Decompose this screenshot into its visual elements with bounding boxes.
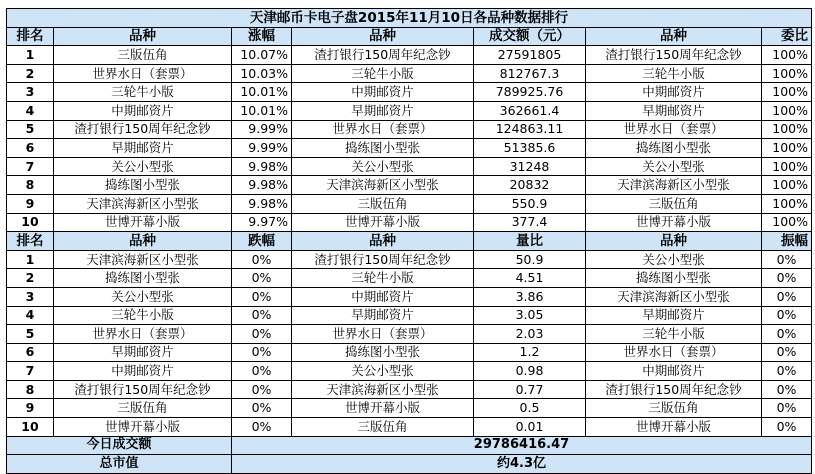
variety-cell: 渣打银行150周年纪念钞 [586, 46, 762, 65]
fall-cell: 0% [232, 287, 292, 306]
variety-cell: 渣打银行150周年纪念钞 [54, 120, 232, 139]
variety-cell: 关公小型张 [292, 362, 474, 381]
fall-cell: 0% [232, 418, 292, 437]
rank-cell: 2 [7, 64, 54, 83]
variety-cell: 早期邮资片 [54, 139, 232, 158]
volume-ratio-cell: 50.9 [474, 250, 586, 269]
fall-cell: 0% [232, 325, 292, 344]
rise-cell: 10.03% [232, 64, 292, 83]
volume-ratio-cell: 3.05 [474, 306, 586, 325]
variety-cell: 天津滨海新区小型张 [54, 250, 232, 269]
market-value-value: 约4.3亿 [232, 455, 812, 474]
variety-cell: 关公小型张 [586, 157, 762, 176]
variety-cell: 世界水日（套票） [586, 120, 762, 139]
variety-cell: 世界水日（套票） [292, 325, 474, 344]
header-variety: 品种 [586, 27, 762, 46]
volume-cell: 51385.6 [474, 139, 586, 158]
variety-cell: 世博开幕小版 [54, 418, 232, 437]
amplitude-cell: 0% [762, 269, 812, 288]
fall-cell: 0% [232, 399, 292, 418]
variety-cell: 中期邮资片 [292, 287, 474, 306]
variety-cell: 三版伍角 [292, 194, 474, 213]
header-variety: 品种 [292, 27, 474, 46]
rank-cell: 7 [7, 157, 54, 176]
header-fall: 跌幅 [232, 232, 292, 251]
rank-cell: 4 [7, 306, 54, 325]
table-row [7, 418, 812, 437]
variety-cell: 捣练图小型张 [292, 139, 474, 158]
rank-cell: 3 [7, 287, 54, 306]
variety-cell: 三轮牛小版 [586, 325, 762, 344]
variety-cell: 世界水日（套票） [54, 325, 232, 344]
rank-cell: 9 [7, 194, 54, 213]
volume-cell: 789925.76 [474, 83, 586, 102]
volume-ratio-cell: 0.01 [474, 418, 586, 437]
volume-cell: 20832 [474, 176, 586, 195]
table-row [7, 287, 812, 306]
variety-cell: 世博开幕小版 [586, 418, 762, 437]
amplitude-cell: 0% [762, 380, 812, 399]
ranking-table-body [7, 9, 812, 474]
ratio-cell: 100% [762, 157, 812, 176]
rise-cell: 9.99% [232, 139, 292, 158]
variety-cell: 捣练图小型张 [586, 139, 762, 158]
variety-cell: 三版伍角 [586, 399, 762, 418]
header-variety: 品种 [292, 232, 474, 251]
variety-cell: 三轮牛小版 [54, 83, 232, 102]
amplitude-cell: 0% [762, 362, 812, 381]
variety-cell: 三轮牛小版 [586, 64, 762, 83]
amplitude-cell: 0% [762, 343, 812, 362]
ratio-cell: 100% [762, 213, 812, 232]
table-row [7, 213, 812, 232]
variety-cell: 三版伍角 [292, 418, 474, 437]
variety-cell: 三版伍角 [54, 46, 232, 65]
variety-cell: 早期邮资片 [292, 306, 474, 325]
rank-cell: 7 [7, 362, 54, 381]
ratio-cell: 100% [762, 46, 812, 65]
amplitude-cell: 0% [762, 250, 812, 269]
header-amplitude: 振幅 [762, 232, 812, 251]
variety-cell: 早期邮资片 [586, 101, 762, 120]
variety-cell: 中期邮资片 [586, 362, 762, 381]
bottom-header-row [7, 232, 812, 251]
header-volume: 成交额（元） [474, 27, 586, 46]
rank-cell: 2 [7, 269, 54, 288]
variety-cell: 早期邮资片 [586, 306, 762, 325]
table-row [7, 139, 812, 158]
amplitude-cell: 0% [762, 399, 812, 418]
rise-cell: 9.98% [232, 194, 292, 213]
rank-cell: 10 [7, 213, 54, 232]
volume-ratio-cell: 3.86 [474, 287, 586, 306]
volume-cell: 812767.3 [474, 64, 586, 83]
volume-cell: 27591805 [474, 46, 586, 65]
variety-cell: 捣练图小型张 [292, 343, 474, 362]
rank-cell: 10 [7, 418, 54, 437]
amplitude-cell: 0% [762, 306, 812, 325]
table-row [7, 250, 812, 269]
variety-cell: 世博开幕小版 [292, 213, 474, 232]
rank-cell: 8 [7, 176, 54, 195]
volume-cell: 124863.11 [474, 120, 586, 139]
header-rank: 排名 [7, 27, 54, 46]
ranking-table [6, 8, 812, 474]
rise-cell: 9.99% [232, 120, 292, 139]
table-row [7, 380, 812, 399]
variety-cell: 三轮牛小版 [54, 306, 232, 325]
fall-cell: 0% [232, 380, 292, 399]
variety-cell: 三轮牛小版 [292, 269, 474, 288]
variety-cell: 天津滨海新区小型张 [292, 380, 474, 399]
variety-cell: 天津滨海新区小型张 [586, 176, 762, 195]
variety-cell: 世界水日（套票） [586, 343, 762, 362]
ratio-cell: 100% [762, 64, 812, 83]
rank-cell: 6 [7, 139, 54, 158]
variety-cell: 早期邮资片 [292, 101, 474, 120]
variety-cell: 世界水日（套票） [292, 120, 474, 139]
rank-cell: 5 [7, 325, 54, 344]
rank-cell: 5 [7, 120, 54, 139]
volume-ratio-cell: 4.51 [474, 269, 586, 288]
table-row [7, 306, 812, 325]
rise-cell: 10.01% [232, 83, 292, 102]
header-ratio: 委比 [762, 27, 812, 46]
ratio-cell: 100% [762, 176, 812, 195]
table-row [7, 176, 812, 195]
table-row [7, 120, 812, 139]
variety-cell: 世博开幕小版 [292, 399, 474, 418]
variety-cell: 渣打银行150周年纪念钞 [292, 250, 474, 269]
fall-cell: 0% [232, 362, 292, 381]
rank-cell: 1 [7, 250, 54, 269]
header-volume-ratio: 量比 [474, 232, 586, 251]
variety-cell: 渣打银行150周年纪念钞 [586, 380, 762, 399]
volume-cell: 31248 [474, 157, 586, 176]
rank-cell: 8 [7, 380, 54, 399]
ratio-cell: 100% [762, 194, 812, 213]
table-row [7, 83, 812, 102]
table-row [7, 269, 812, 288]
variety-cell: 渣打银行150周年纪念钞 [292, 46, 474, 65]
variety-cell: 中期邮资片 [54, 362, 232, 381]
variety-cell: 三版伍角 [586, 194, 762, 213]
variety-cell: 关公小型张 [292, 157, 474, 176]
ratio-cell: 100% [762, 139, 812, 158]
volume-cell: 362661.4 [474, 101, 586, 120]
rank-cell: 3 [7, 83, 54, 102]
table-row [7, 399, 812, 418]
table-row [7, 157, 812, 176]
variety-cell: 中期邮资片 [292, 83, 474, 102]
volume-ratio-cell: 2.03 [474, 325, 586, 344]
variety-cell: 世博开幕小版 [586, 213, 762, 232]
page-title: 天津邮币卡电子盘2015年11月10日各品种数据排行 [7, 9, 812, 28]
table-row [7, 343, 812, 362]
variety-cell: 天津滨海新区小型张 [292, 176, 474, 195]
variety-cell: 关公小型张 [54, 157, 232, 176]
title-row [7, 9, 812, 28]
rise-cell: 9.97% [232, 213, 292, 232]
variety-cell: 捣练图小型张 [586, 269, 762, 288]
ratio-cell: 100% [762, 83, 812, 102]
header-rise: 涨幅 [232, 27, 292, 46]
header-variety: 品种 [54, 27, 232, 46]
amplitude-cell: 0% [762, 287, 812, 306]
variety-cell: 中期邮资片 [586, 83, 762, 102]
volume-cell: 377.4 [474, 213, 586, 232]
rank-cell: 1 [7, 46, 54, 65]
rank-cell: 4 [7, 101, 54, 120]
amplitude-cell: 0% [762, 418, 812, 437]
volume-ratio-cell: 0.5 [474, 399, 586, 418]
table-row [7, 46, 812, 65]
variety-cell: 三轮牛小版 [292, 64, 474, 83]
turnover-label: 今日成交额 [7, 436, 232, 455]
rise-cell: 10.07% [232, 46, 292, 65]
market-value-row [7, 455, 812, 474]
variety-cell: 捣练图小型张 [54, 176, 232, 195]
table-row [7, 64, 812, 83]
volume-ratio-cell: 1.2 [474, 343, 586, 362]
amplitude-cell: 0% [762, 325, 812, 344]
top-header-row [7, 27, 812, 46]
variety-cell: 天津滨海新区小型张 [586, 287, 762, 306]
fall-cell: 0% [232, 269, 292, 288]
rise-cell: 9.98% [232, 176, 292, 195]
variety-cell: 中期邮资片 [54, 101, 232, 120]
rank-cell: 6 [7, 343, 54, 362]
variety-cell: 关公小型张 [586, 250, 762, 269]
rise-cell: 9.98% [232, 157, 292, 176]
market-value-label: 总市值 [7, 455, 232, 474]
rank-cell: 9 [7, 399, 54, 418]
fall-cell: 0% [232, 250, 292, 269]
variety-cell: 捣练图小型张 [54, 269, 232, 288]
rise-cell: 10.01% [232, 101, 292, 120]
table-row [7, 362, 812, 381]
volume-ratio-cell: 0.98 [474, 362, 586, 381]
variety-cell: 渣打银行150周年纪念钞 [54, 380, 232, 399]
table-row [7, 194, 812, 213]
header-variety: 品种 [586, 232, 762, 251]
volume-cell: 550.9 [474, 194, 586, 213]
volume-ratio-cell: 0.77 [474, 380, 586, 399]
table-row [7, 101, 812, 120]
header-variety: 品种 [54, 232, 232, 251]
ratio-cell: 100% [762, 101, 812, 120]
variety-cell: 天津滨海新区小型张 [54, 194, 232, 213]
variety-cell: 早期邮资片 [54, 343, 232, 362]
variety-cell: 三版伍角 [54, 399, 232, 418]
fall-cell: 0% [232, 343, 292, 362]
ratio-cell: 100% [762, 120, 812, 139]
variety-cell: 世界水日（套票） [54, 64, 232, 83]
table-row [7, 325, 812, 344]
variety-cell: 世博开幕小版 [54, 213, 232, 232]
turnover-value: 29786416.47 [232, 436, 812, 455]
turnover-row [7, 436, 812, 455]
fall-cell: 0% [232, 306, 292, 325]
variety-cell: 关公小型张 [54, 287, 232, 306]
header-rank: 排名 [7, 232, 54, 251]
